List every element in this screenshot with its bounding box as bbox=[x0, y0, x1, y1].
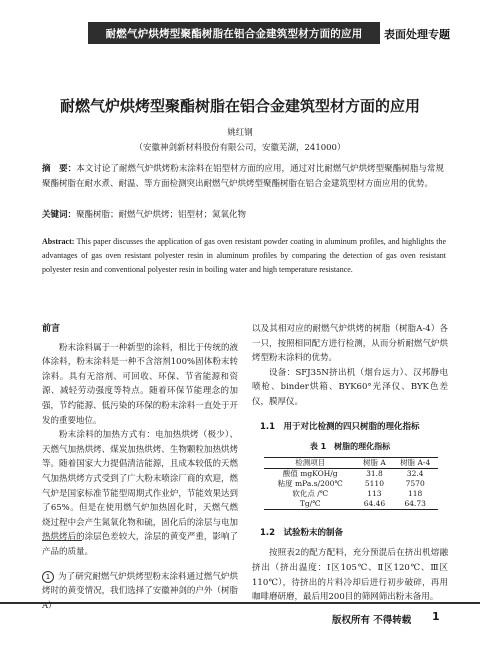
note-number: 1 bbox=[42, 571, 54, 583]
table-cell: 31.8 bbox=[366, 468, 383, 478]
abstract-en bbox=[42, 235, 446, 278]
table-cell: 酸值 mgKOH/g bbox=[282, 468, 338, 478]
table-cell: 64.73 bbox=[404, 498, 426, 508]
running-title: 耐燃气炉烘烤型聚酯树脂在铝合金建筑型材方面的应用 bbox=[105, 28, 363, 40]
table-cell: 118 bbox=[408, 488, 423, 498]
running-title-bar bbox=[88, 22, 380, 44]
table-cell: 64.46 bbox=[363, 498, 386, 508]
resin-properties-table bbox=[264, 457, 438, 510]
abstract-en-label: Abstract: bbox=[42, 237, 75, 246]
keywords-text: 聚酯树脂；耐燃气炉烘烤；铝型材；氮氧化物 bbox=[76, 210, 247, 220]
keywords-label: 关键词： bbox=[42, 210, 77, 220]
abstract-cn bbox=[42, 162, 444, 192]
table-row bbox=[264, 499, 438, 510]
running-header bbox=[0, 18, 480, 48]
paper-title: 耐燃气炉烘烤型聚酯树脂在铝合金建筑型材方面的应用 bbox=[59, 97, 420, 115]
footnote-rule bbox=[42, 540, 82, 541]
table-row bbox=[264, 479, 438, 489]
note-text: 为了研究耐燃气炉烘烤型粉末涂料通过燃气炉烘烤时的黄变情况，我们选择了安徽神剑的户外（树脂A） bbox=[42, 571, 238, 611]
affiliation: （安徽神剑新材料股份有限公司，安徽芜湖，241000） bbox=[134, 143, 346, 153]
intro-paragraph-1: 粉末涂料属于一种新型的涂料，相比于传统的液体涂料，粉末涂料是一种不含溶剂100%固体粉末转涂料。具有无溶剂、可回收、环保、节省能源和资源、减轻劳动强度等特点。随着环保节能理念的加强，节约能源、低污染的环保的粉末涂料一直处于开发的重要地位。 bbox=[42, 342, 238, 426]
abstract-en-text: This paper discusses the application of gas oven resistant powder coating in aluminum profiles, and highlights the advantages of gas oven resistant polyester resin in aluminum profiles by comparing the detection of gas oven resistant polyester resin and conventional polyester resin in boiling water and high temperature resistance. bbox=[42, 237, 446, 275]
table-cell: Tg/℃ bbox=[299, 498, 321, 508]
intro-paragraph-2: 粉末涂料的加热方式有：电加热烘烤（极少）、天燃气加热烘烤、煤炭加热烘烤、生物颗粒加热烘烤等。随着国家大力提倡清洁能源，且成本较低的天燃气加热烘烤方式受到了广大粉末喷涂厂商的欢迎，燃气炉是国家标准节能型周期式作业炉，节能效果达到了65%。但是在使用燃气炉加热固化时，天燃气燃烧过程中会产生氮氧化物和硫，固化后的涂层与电加热烘烤后的涂层色差较大，涂层的黄变严重，影响了产品的质量。 bbox=[42, 430, 238, 557]
right-intro: 以及其相对应的耐燃气炉烘烤的树脂（树脂A-4）各一只，按照相同配方进行检测，从而分析耐燃气炉烘烤型粉末涂料的优势。 bbox=[252, 324, 448, 364]
table-cell: 软化点 /℃ bbox=[292, 488, 329, 498]
section-1-2-heading: 1.2 试验粉末的制备 bbox=[260, 527, 344, 538]
table-header-cell: 树脂 A-4 bbox=[400, 457, 431, 467]
author: 姚红钢 bbox=[227, 128, 253, 138]
keywords bbox=[42, 208, 444, 222]
equipment-text: 设备：SFJ35N挤出机（烟台远力）、汉邦静电喷枪、binder烘箱、BYK60°光泽仪、BYK色差仪，膜厚仪。 bbox=[252, 367, 448, 407]
table-header-row bbox=[264, 457, 438, 468]
table-header-cell: 树脂 A bbox=[363, 457, 386, 467]
table-caption: 表 1 树脂的理化指标 bbox=[309, 442, 391, 452]
section-label: 表面处理专题 bbox=[384, 28, 450, 41]
table-cell: 113 bbox=[367, 488, 382, 498]
table-row bbox=[264, 489, 438, 499]
page-number: 1 bbox=[432, 610, 440, 623]
table-cell: 5110 bbox=[364, 478, 384, 488]
abstract-label: 摘 要： bbox=[42, 164, 77, 174]
section-1-1-heading: 1.1 用于对比检测的四只树脂的理化指标 bbox=[260, 421, 420, 432]
left-column bbox=[42, 322, 238, 613]
table-cell: 32.4 bbox=[406, 468, 424, 478]
abstract-cn-text: 本文讨论了耐燃气炉烘烤粉末涂料在铝型材方面的应用，通过对比耐燃气炉烘烤型聚酯树脂与常规聚酯树脂在耐水煮、耐温、等方面检测突出耐燃气炉烘烤型聚酯树脂在铝合金建筑型材方面应用的优势。 bbox=[42, 164, 444, 189]
table-header-cell: 检测项目 bbox=[295, 457, 326, 467]
footer-rule bbox=[0, 602, 480, 604]
table-cell: 粘度 mPa.s/200℃ bbox=[277, 478, 343, 488]
prep-text: 按照表2的配方配料，充分预混后在挤出机熔融挤出（挤出温度：Ⅰ区105℃、Ⅱ区120℃、Ⅲ区110℃），待挤出的片料冷却后进行初步破碎，再用咖啡磨研磨，最后用200目的筛网筛出粉末备用。 bbox=[252, 548, 448, 603]
table-row bbox=[264, 468, 438, 479]
copyright-notice: 版权所有 不得转载 bbox=[332, 615, 412, 626]
table-cell: 7570 bbox=[405, 478, 425, 488]
intro-heading: 前言 bbox=[42, 324, 61, 334]
right-column bbox=[252, 322, 448, 605]
numbered-note bbox=[42, 570, 238, 614]
